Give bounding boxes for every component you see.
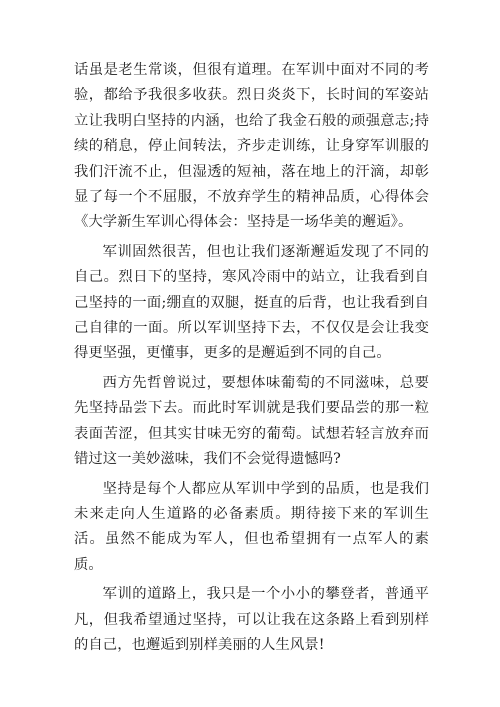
paragraph: 军训固然很苦，但也让我们逐渐邂逅发现了不同的自己。烈日下的坚持，寒风冷雨中的站立，让我看到自己坚持的一面;绷直的双腿，挺直的后背，也让我看到自己自律的一面。所以军训坚持下去，不仅仅是会让我变得更坚强，更懂事，更多的是邂逅到不同的自己。 — [74, 243, 429, 362]
paragraph: 坚持是每个人都应从军训中学到的品质，也是我们未来走向人生道路的必备素质。期待接下来的军训生活。虽然不能成为军人，但也希望拥有一点军人的素质。 — [74, 480, 429, 573]
paragraph: 话虽是老生常谈，但很有道理。在军训中面对不同的考验，都给予我很多收获。烈日炎炎下，长时间的军姿站立让我明白坚持的内涵，也给了我金石般的顽强意志;持续的稍息，停止间转法，齐步走训练，让身穿军训服的我们汗流不止，但湿透的短袖，落在地上的汗滴，却彰显了每一个不屈服，不放弃学生的精神品质，心得体会《大学新生军训心得体会：坚持是一场华美的邂逅》。 — [74, 62, 429, 231]
paragraph: 西方先哲曾说过，要想体味葡萄的不同滋味，总要先坚持品尝下去。而此时军训就是我们要品尝的那一粒表面苦涩，但其实甘味无穷的葡萄。试想若轻言放弃而错过这一美妙滋味，我们不会觉得遗憾吗? — [74, 374, 429, 468]
paragraph: 军训的道路上，我只是一个小小的攀登者，普通平凡，但我希望通过坚持，可以让我在这条路上看到别样的自己，也邂逅到别样美丽的人生风景! — [74, 586, 429, 653]
document-body — [74, 58, 429, 658]
